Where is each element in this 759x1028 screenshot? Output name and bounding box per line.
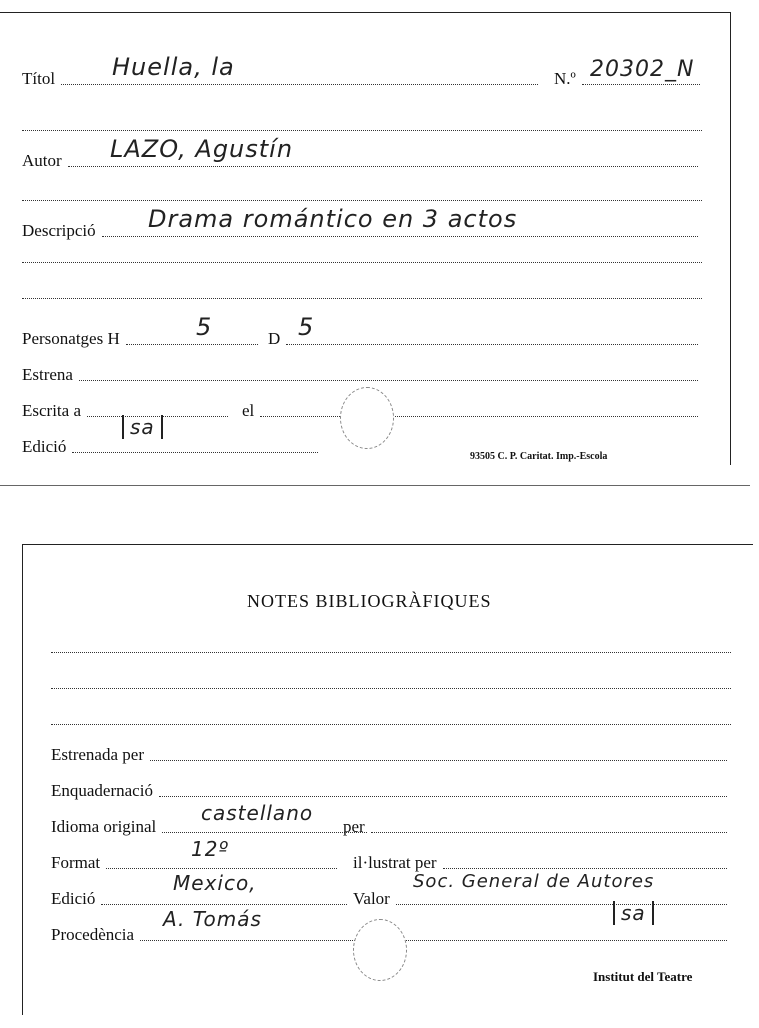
personatges-h-value: 5 — [196, 313, 213, 341]
estrena-line — [79, 379, 698, 381]
per-row — [343, 817, 731, 837]
autor-value: LAZO, Agustín — [110, 135, 294, 163]
format-value: 12º — [191, 837, 229, 861]
descripcio-value: Drama romántico en 3 actos — [148, 205, 518, 233]
descripcio-extra-line-1 — [22, 261, 702, 263]
edicio-label: Edició — [22, 437, 67, 456]
personatges-d-line — [286, 343, 698, 345]
num-value: 20302_N — [590, 57, 695, 82]
format-label: Format — [51, 853, 101, 872]
idioma-label: Idioma original — [51, 817, 157, 836]
edicio-line — [72, 451, 318, 453]
punch-hole — [340, 387, 394, 449]
notes-line-1 — [51, 651, 731, 653]
estrenada-line — [150, 759, 727, 761]
autor-label: Autor — [22, 151, 62, 170]
autor-extra-line — [22, 199, 702, 201]
illustrat-label: il·lustrat per — [353, 853, 437, 872]
edicio-back-value: Mexico, — [173, 871, 257, 895]
edicio-value-text: sa — [122, 415, 163, 439]
edicio-value — [122, 415, 163, 439]
notes-line-3 — [51, 723, 731, 725]
el-label: el — [242, 401, 255, 420]
catalog-card-front — [0, 12, 731, 465]
personatges-d-value: 5 — [298, 313, 315, 341]
descripcio-extra-line-2 — [22, 297, 702, 299]
d-label: D — [268, 329, 281, 348]
procedencia-extra-text: sa — [613, 901, 654, 925]
edicio-back-line — [101, 903, 347, 905]
estrena-label: Estrena — [22, 365, 73, 384]
personatges-label: Personatges H — [22, 329, 120, 348]
printer-note: 93505 C. P. Caritat. Imp.-Escola — [470, 451, 608, 462]
enquadernacio-label: Enquadernació — [51, 781, 153, 800]
institution-label: Institut del Teatre — [593, 969, 693, 984]
procedencia-value: A. Tomás — [163, 907, 262, 931]
titol-value: Huella, la — [112, 53, 235, 81]
per-label: per — [343, 817, 365, 836]
per-line — [371, 831, 727, 833]
procedencia-label: Procedència — [51, 925, 135, 944]
valor-row — [353, 889, 731, 909]
personatges-h-line — [126, 343, 258, 345]
autor-line — [68, 165, 698, 167]
format-line — [106, 867, 337, 869]
notes-heading: NOTES BIBLIOGRÀFIQUES — [247, 591, 492, 611]
edicio-back-label: Edició — [51, 889, 96, 908]
personatges-row — [22, 329, 262, 349]
descripcio-label: Descripció — [22, 221, 96, 240]
illustrat-row — [353, 853, 731, 873]
titol-extra-line — [22, 129, 702, 131]
illustrat-line — [443, 867, 727, 869]
idioma-line — [162, 831, 367, 833]
card-separator — [0, 484, 750, 486]
enquadernacio-row — [51, 781, 731, 801]
escrita-label: Escrita a — [22, 401, 81, 420]
estrena-row — [22, 365, 702, 385]
punch-hole-back — [353, 919, 407, 981]
procedencia-line — [140, 939, 727, 941]
valor-line — [396, 903, 727, 905]
edicio-row — [22, 437, 322, 457]
personatges-d-row — [268, 329, 702, 349]
enquadernacio-line — [159, 795, 727, 797]
estrenada-label: Estrenada per — [51, 745, 144, 764]
idioma-value: castellano — [201, 801, 314, 825]
procedencia-extra — [613, 901, 654, 925]
descripcio-line — [102, 235, 698, 237]
el-line — [260, 415, 698, 417]
notes-line-2 — [51, 687, 731, 689]
valor-label: Valor — [353, 889, 390, 908]
catalog-card-back — [22, 544, 753, 1015]
titol-row — [22, 69, 542, 89]
num-label: N.º — [554, 69, 576, 88]
el-row — [242, 401, 702, 421]
titol-line — [61, 83, 538, 85]
valor-value: Soc. General de Autores — [413, 871, 655, 892]
titol-label: Títol — [22, 69, 56, 88]
num-line — [582, 83, 700, 85]
estrenada-row — [51, 745, 731, 765]
